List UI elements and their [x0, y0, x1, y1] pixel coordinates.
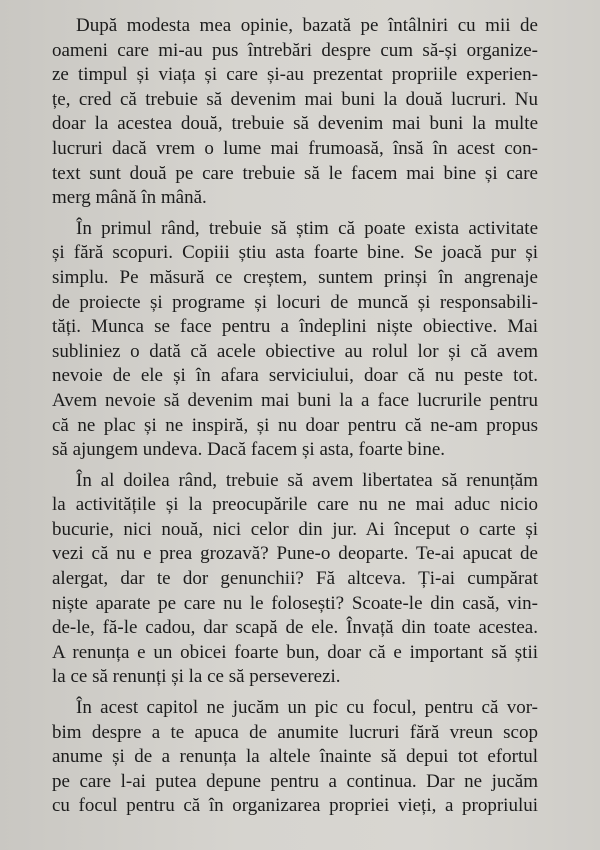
text-line: oameni care mi-au pus întrebări despre cum să-și organize-	[52, 39, 538, 61]
paragraph	[52, 14, 538, 211]
text-line: lucruri dacă vrem o lume mai frumoasă, însă în acest con-	[52, 137, 538, 159]
text-line: După modesta mea opinie, bazată pe întâlniri cu mii de	[76, 15, 538, 36]
text-line: de-le, fă-le cadou, dar scapă de ele. Învață din toate acestea.	[52, 617, 538, 639]
body-text	[52, 14, 538, 819]
paragraph	[52, 217, 538, 463]
text-line: anume și de a renunța la altele înainte să depui tot efortul	[52, 746, 538, 768]
text-line: subliniez o dată că acele obiective au rolul lor și că avem	[52, 340, 538, 362]
text-line: simplu. Pe măsură ce creștem, suntem prinși în angrenaje	[52, 266, 538, 288]
text-line: la ce să renunți și la ce să perseverezi.	[52, 666, 341, 688]
text-line: alergat, dar te dor genunchii? Fă altceva. Ți-ai cumpărat	[52, 568, 538, 590]
text-line: nevoie de ele și în afara serviciului, doar că nu peste tot.	[52, 365, 538, 387]
text-line: doar la acestea două, trebuie să devenim mai buni la multe	[52, 113, 538, 135]
text-line: la activitățile și la preocupările care nu ne mai aduc nicio	[52, 494, 538, 516]
paragraph	[52, 696, 538, 819]
text-line: vezi că nu e prea grozavă? Pune-o deoparte. Te-ai apucat de	[52, 543, 538, 565]
text-line: Avem nevoie să devenim mai buni la a face lucrurile pentru	[52, 389, 538, 411]
text-line: În primul rând, trebuie să știm că poate exista activitate	[76, 217, 538, 239]
text-line: bim despre a te apuca de anumite lucruri fără vreun scop	[52, 721, 538, 743]
text-line: A renunța e un obicei foarte bun, doar că e important să știi	[52, 641, 538, 663]
text-line: țe, cred că trebuie să devenim mai buni la două lucruri. Nu	[52, 88, 538, 110]
text-line: ze timpul și viața și care și-au prezentat propriile experien-	[52, 64, 538, 86]
text-line: că ne plac și ne inspiră, și nu doar pentru că ne-am propus	[52, 414, 538, 436]
text-line: text sunt două pe care trebuie să le facem mai bine și care	[52, 162, 538, 184]
text-line: tăți. Munca se face pentru a îndeplini niște obiective. Mai	[52, 316, 538, 338]
paragraph	[52, 469, 538, 690]
text-line: și fără scopuri. Copiii știu asta foarte bine. Se joacă pur și	[52, 242, 538, 264]
text-line: cu focul pentru că în organizarea propriei vieți, a propriului	[52, 795, 538, 817]
text-line: să ajungem undeva. Dacă facem și asta, foarte bine.	[52, 439, 446, 461]
text-line: În al doilea rând, trebuie să avem libertatea să renunțăm	[76, 469, 538, 491]
text-line: de proiecte și programe și locuri de muncă și responsabili-	[52, 291, 538, 313]
text-line: pe care l-ai putea depune pentru a continua. Dar ne jucăm	[52, 770, 538, 792]
text-line: bucurie, nici nouă, nici celor din jur. Ai început o carte și	[52, 518, 538, 540]
text-line: merg mână în mână.	[52, 187, 207, 209]
text-line: niște aparate pe care nu le folosești? Scoate-le din casă, vin-	[52, 592, 538, 614]
text-line: În acest capitol ne jucăm un pic cu focul, pentru că vor-	[76, 697, 538, 719]
